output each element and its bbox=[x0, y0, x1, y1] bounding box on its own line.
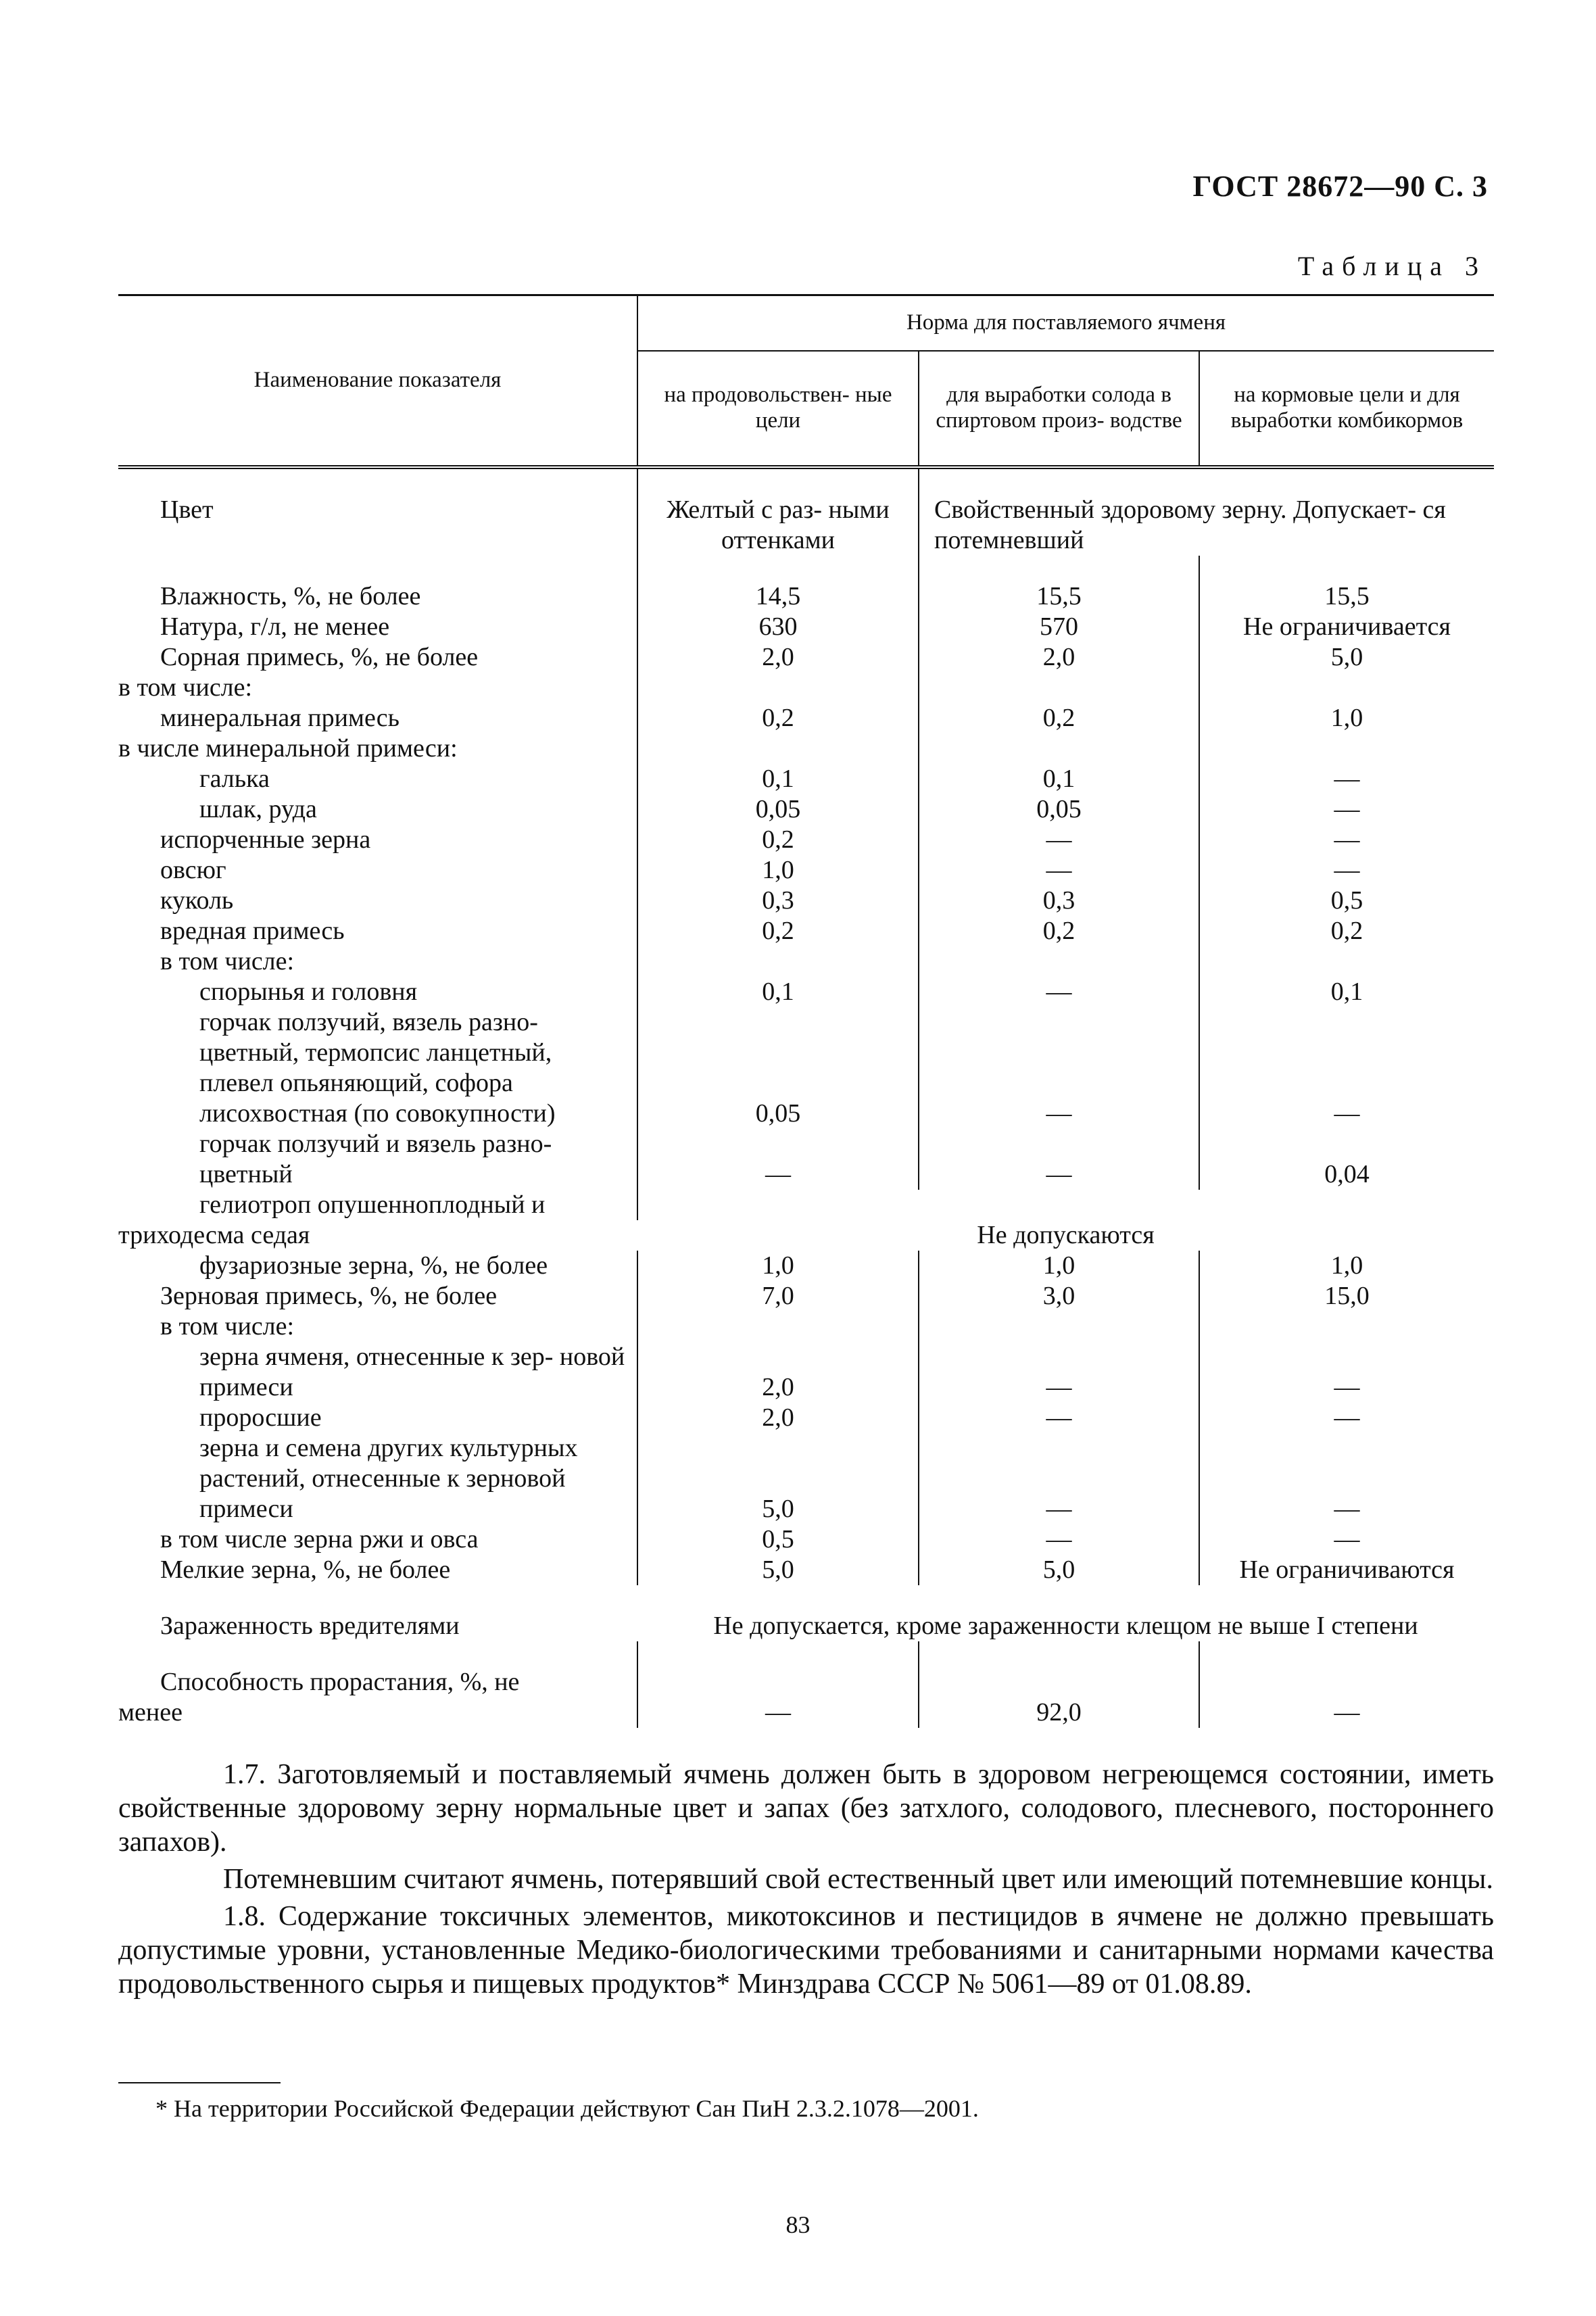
row-name: фузариозные зерна, %, не более bbox=[199, 1251, 548, 1280]
paragraph-1-7: 1.7. Заготовляемый и поставляемый ячмень должен быть в здоровом негреющемся состоянии, иметь свойственные здоровому зерну нормальные цвет и запах (без затхлого, солодового, плесневого, постороннего запахов). bbox=[118, 1759, 1494, 1858]
row-name: Зерновая примесь, %, не более bbox=[160, 1282, 498, 1310]
row-name: зерна и семена других культурных растений, отнесенные к зерновой примеси bbox=[199, 1434, 578, 1523]
table-row-pests bbox=[118, 1585, 1494, 1641]
row-name: галька bbox=[199, 765, 270, 793]
row-name: менее bbox=[118, 1698, 183, 1727]
row-name: проросшие bbox=[199, 1403, 322, 1432]
cell-feed: 5,0 bbox=[1199, 642, 1494, 673]
cell-malt: 15,5 bbox=[919, 556, 1199, 612]
cell-malt: — bbox=[919, 1129, 1199, 1190]
cell-food: 0,1 bbox=[637, 977, 919, 1007]
cell-food: 0,2 bbox=[637, 703, 919, 733]
table-row-color bbox=[118, 467, 1494, 556]
cell-food: 5,0 bbox=[637, 1433, 919, 1524]
table-row bbox=[118, 825, 1494, 855]
cell-merged: Не допускаются bbox=[977, 1221, 1155, 1249]
cell-feed: 15,0 bbox=[1199, 1281, 1494, 1311]
row-name: в том числе: bbox=[118, 673, 253, 702]
cell-feed: — bbox=[1199, 794, 1494, 825]
table-row-germination-cont bbox=[118, 1697, 1494, 1728]
table-row bbox=[118, 764, 1494, 794]
cell-food: 1,0 bbox=[637, 1251, 919, 1281]
row-name: вредная примесь bbox=[160, 917, 345, 945]
row-name: зерна ячменя, отнесенные к зер- новой примеси bbox=[199, 1343, 625, 1401]
cell-malt: — bbox=[919, 977, 1199, 1007]
row-name: горчак ползучий, вязель разно- цветный, термопсис ланцетный, плевел опьяняющий, софора лисохвостная (по совокупности) bbox=[199, 1008, 556, 1128]
cell-empty bbox=[1199, 1641, 1494, 1697]
cell-food: 2,0 bbox=[637, 1403, 919, 1433]
cell-malt: — bbox=[919, 1007, 1199, 1129]
table-row bbox=[118, 1433, 1494, 1524]
cell-food: 2,0 bbox=[637, 1342, 919, 1403]
table-row bbox=[118, 1342, 1494, 1403]
cell-malt: — bbox=[919, 1433, 1199, 1524]
cell-food: 2,0 bbox=[637, 642, 919, 673]
cell-feed: 0,5 bbox=[1199, 886, 1494, 916]
row-name: Цвет bbox=[160, 496, 214, 524]
cell-feed: — bbox=[1199, 1007, 1494, 1129]
table-row bbox=[118, 1524, 1494, 1555]
cell-malt: 0,2 bbox=[919, 703, 1199, 733]
cell-feed: — bbox=[1199, 1433, 1494, 1524]
row-name: минеральная примесь bbox=[160, 704, 400, 732]
table-row bbox=[118, 886, 1494, 916]
row-name: в том числе зерна ржи и овса bbox=[160, 1525, 479, 1553]
row-name: в числе минеральной примеси: bbox=[118, 734, 458, 763]
row-name: спорынья и головня bbox=[199, 978, 418, 1006]
cell-food: 0,2 bbox=[637, 916, 919, 946]
table-row bbox=[118, 1555, 1494, 1585]
cell-malt bbox=[919, 946, 1199, 977]
table-caption: Таблица 3 bbox=[1297, 251, 1486, 281]
table-row bbox=[118, 916, 1494, 946]
cell-feed: Не ограничиваются bbox=[1199, 1555, 1494, 1585]
cell-malt bbox=[919, 673, 1199, 703]
cell-feed: — bbox=[1199, 1403, 1494, 1433]
cell-feed: — bbox=[1199, 764, 1494, 794]
table-row bbox=[118, 977, 1494, 1007]
row-name: Способность прорастания, %, не bbox=[160, 1668, 520, 1696]
table-row bbox=[118, 1251, 1494, 1281]
col-group-header: Норма для поставляемого ячменя bbox=[637, 295, 1494, 352]
table-row bbox=[118, 612, 1494, 642]
cell-food: Желтый с раз- ными оттенками bbox=[637, 467, 919, 556]
cell-food: 0,3 bbox=[637, 886, 919, 916]
cell-food: 14,5 bbox=[637, 556, 919, 612]
row-name: горчак ползучий и вязель разно- цветный bbox=[199, 1130, 552, 1188]
cell-feed bbox=[1199, 673, 1494, 703]
cell-malt: 2,0 bbox=[919, 642, 1199, 673]
cell-malt: — bbox=[919, 855, 1199, 886]
table-row bbox=[118, 794, 1494, 825]
cell-malt: 1,0 bbox=[919, 1251, 1199, 1281]
cell-malt bbox=[919, 733, 1199, 764]
cell-feed: 15,5 bbox=[1199, 556, 1494, 612]
cell-feed: 0,1 bbox=[1199, 977, 1494, 1007]
cell-feed: Не ограничивается bbox=[1199, 612, 1494, 642]
cell-feed: 0,2 bbox=[1199, 916, 1494, 946]
cell-malt: 0,2 bbox=[919, 916, 1199, 946]
row-name: испорченные зерна bbox=[160, 825, 371, 854]
cell-malt: 5,0 bbox=[919, 1555, 1199, 1585]
cell-food: 1,0 bbox=[637, 855, 919, 886]
table-row bbox=[118, 703, 1494, 733]
cell-food: 0,05 bbox=[637, 794, 919, 825]
table-row bbox=[118, 1311, 1494, 1342]
barley-norms-table bbox=[118, 294, 1494, 1728]
cell-malt: — bbox=[919, 1524, 1199, 1555]
row-name: гелиотроп опушенноплодный и bbox=[199, 1190, 546, 1219]
cell-food: — bbox=[637, 1129, 919, 1190]
cell-feed: — bbox=[1199, 855, 1494, 886]
paragraph-1-8: 1.8. Содержание токсичных элементов, микотоксинов и пестицидов в ячмене не должно превышать допустимые уровни, установленные Медико-биологическими требованиями и санитарными нормами качества продовольственного сырья и пищевых продуктов* Минздрава СССР № 5061—89 от 01.08.89. bbox=[118, 1901, 1494, 2000]
cell-empty bbox=[637, 1190, 1494, 1220]
table-row bbox=[118, 1007, 1494, 1129]
row-name: овсюг bbox=[160, 856, 226, 884]
table-row bbox=[118, 1129, 1494, 1190]
cell-malt: — bbox=[919, 825, 1199, 855]
cell-food: 0,1 bbox=[637, 764, 919, 794]
cell-feed: — bbox=[1199, 1342, 1494, 1403]
row-name: триходесма седая bbox=[118, 1221, 310, 1249]
table-row-heliotrope-cont bbox=[118, 1220, 1494, 1251]
table-row bbox=[118, 673, 1494, 703]
cell-merged: Свойственный здоровому зерну. Допускает- ся потемневший bbox=[919, 467, 1494, 556]
cell-feed: — bbox=[1199, 825, 1494, 855]
cell-feed: 0,04 bbox=[1199, 1129, 1494, 1190]
cell-food bbox=[637, 946, 919, 977]
cell-food: 630 bbox=[637, 612, 919, 642]
cell-malt: 0,3 bbox=[919, 886, 1199, 916]
row-name: шлак, руда bbox=[199, 795, 317, 823]
cell-feed: 1,0 bbox=[1199, 1251, 1494, 1281]
cell-food: 5,0 bbox=[637, 1555, 919, 1585]
row-name: в том числе: bbox=[160, 947, 295, 975]
footnote-rule bbox=[118, 2082, 281, 2083]
row-name: Мелкие зерна, %, не более bbox=[160, 1555, 451, 1584]
cell-malt: — bbox=[919, 1342, 1199, 1403]
cell-food bbox=[637, 1311, 919, 1342]
cell-malt: 92,0 bbox=[919, 1697, 1199, 1728]
cell-food: 7,0 bbox=[637, 1281, 919, 1311]
cell-empty bbox=[637, 1641, 919, 1697]
table-row-germination bbox=[118, 1641, 1494, 1697]
row-name: Зараженность вредителями bbox=[160, 1612, 460, 1640]
cell-food: 0,05 bbox=[637, 1007, 919, 1129]
cell-feed: 1,0 bbox=[1199, 703, 1494, 733]
cell-food: 0,5 bbox=[637, 1524, 919, 1555]
cell-malt bbox=[919, 1311, 1199, 1342]
col-header-indicator: Наименование показателя bbox=[118, 295, 637, 468]
paragraph-darkened: Потемневшим считают ячмень, потерявший свой естественный цвет или имеющий потемневшие концы. bbox=[223, 1864, 1494, 1895]
cell-merged: Не допускается, кроме зараженности клещом не выше I степени bbox=[713, 1612, 1418, 1640]
page-number: 83 bbox=[785, 2211, 811, 2238]
row-name: Натура, г/л, не менее bbox=[160, 612, 390, 641]
body-text bbox=[118, 1758, 1494, 2004]
table-row bbox=[118, 556, 1494, 612]
table-row bbox=[118, 1281, 1494, 1311]
table-row bbox=[118, 946, 1494, 977]
col-header-malt: для выработки солода в спиртовом произ- водстве bbox=[919, 351, 1199, 467]
col-header-feed: на кормовые цели и для выработки комбикормов bbox=[1199, 351, 1494, 467]
cell-feed bbox=[1199, 946, 1494, 977]
cell-empty bbox=[919, 1641, 1199, 1697]
cell-malt: 0,05 bbox=[919, 794, 1199, 825]
row-name: в том числе: bbox=[160, 1312, 295, 1341]
col-header-food: на продовольствен- ные цели bbox=[637, 351, 919, 467]
cell-food bbox=[637, 673, 919, 703]
cell-malt: — bbox=[919, 1403, 1199, 1433]
table-row-heliotrope bbox=[118, 1190, 1494, 1220]
cell-food bbox=[637, 733, 919, 764]
cell-malt: 0,1 bbox=[919, 764, 1199, 794]
cell-food: — bbox=[637, 1697, 919, 1728]
cell-malt: 3,0 bbox=[919, 1281, 1199, 1311]
table-row bbox=[118, 1403, 1494, 1433]
cell-feed: — bbox=[1199, 1524, 1494, 1555]
cell-malt: 570 bbox=[919, 612, 1199, 642]
document-reference: ГОСТ 28672—90 С. 3 bbox=[1192, 170, 1488, 203]
row-name: Влажность, %, не более bbox=[160, 582, 421, 610]
cell-feed bbox=[1199, 1311, 1494, 1342]
cell-feed: — bbox=[1199, 1697, 1494, 1728]
cell-food: 0,2 bbox=[637, 825, 919, 855]
row-name: Сорная примесь, %, не более bbox=[160, 643, 479, 671]
table-row bbox=[118, 642, 1494, 673]
table-row bbox=[118, 733, 1494, 764]
footnote: * На территории Российской Федерации действуют Сан ПиН 2.3.2.1078—2001. bbox=[155, 2095, 979, 2122]
table-row bbox=[118, 855, 1494, 886]
row-name: куколь bbox=[160, 886, 234, 915]
cell-feed bbox=[1199, 733, 1494, 764]
